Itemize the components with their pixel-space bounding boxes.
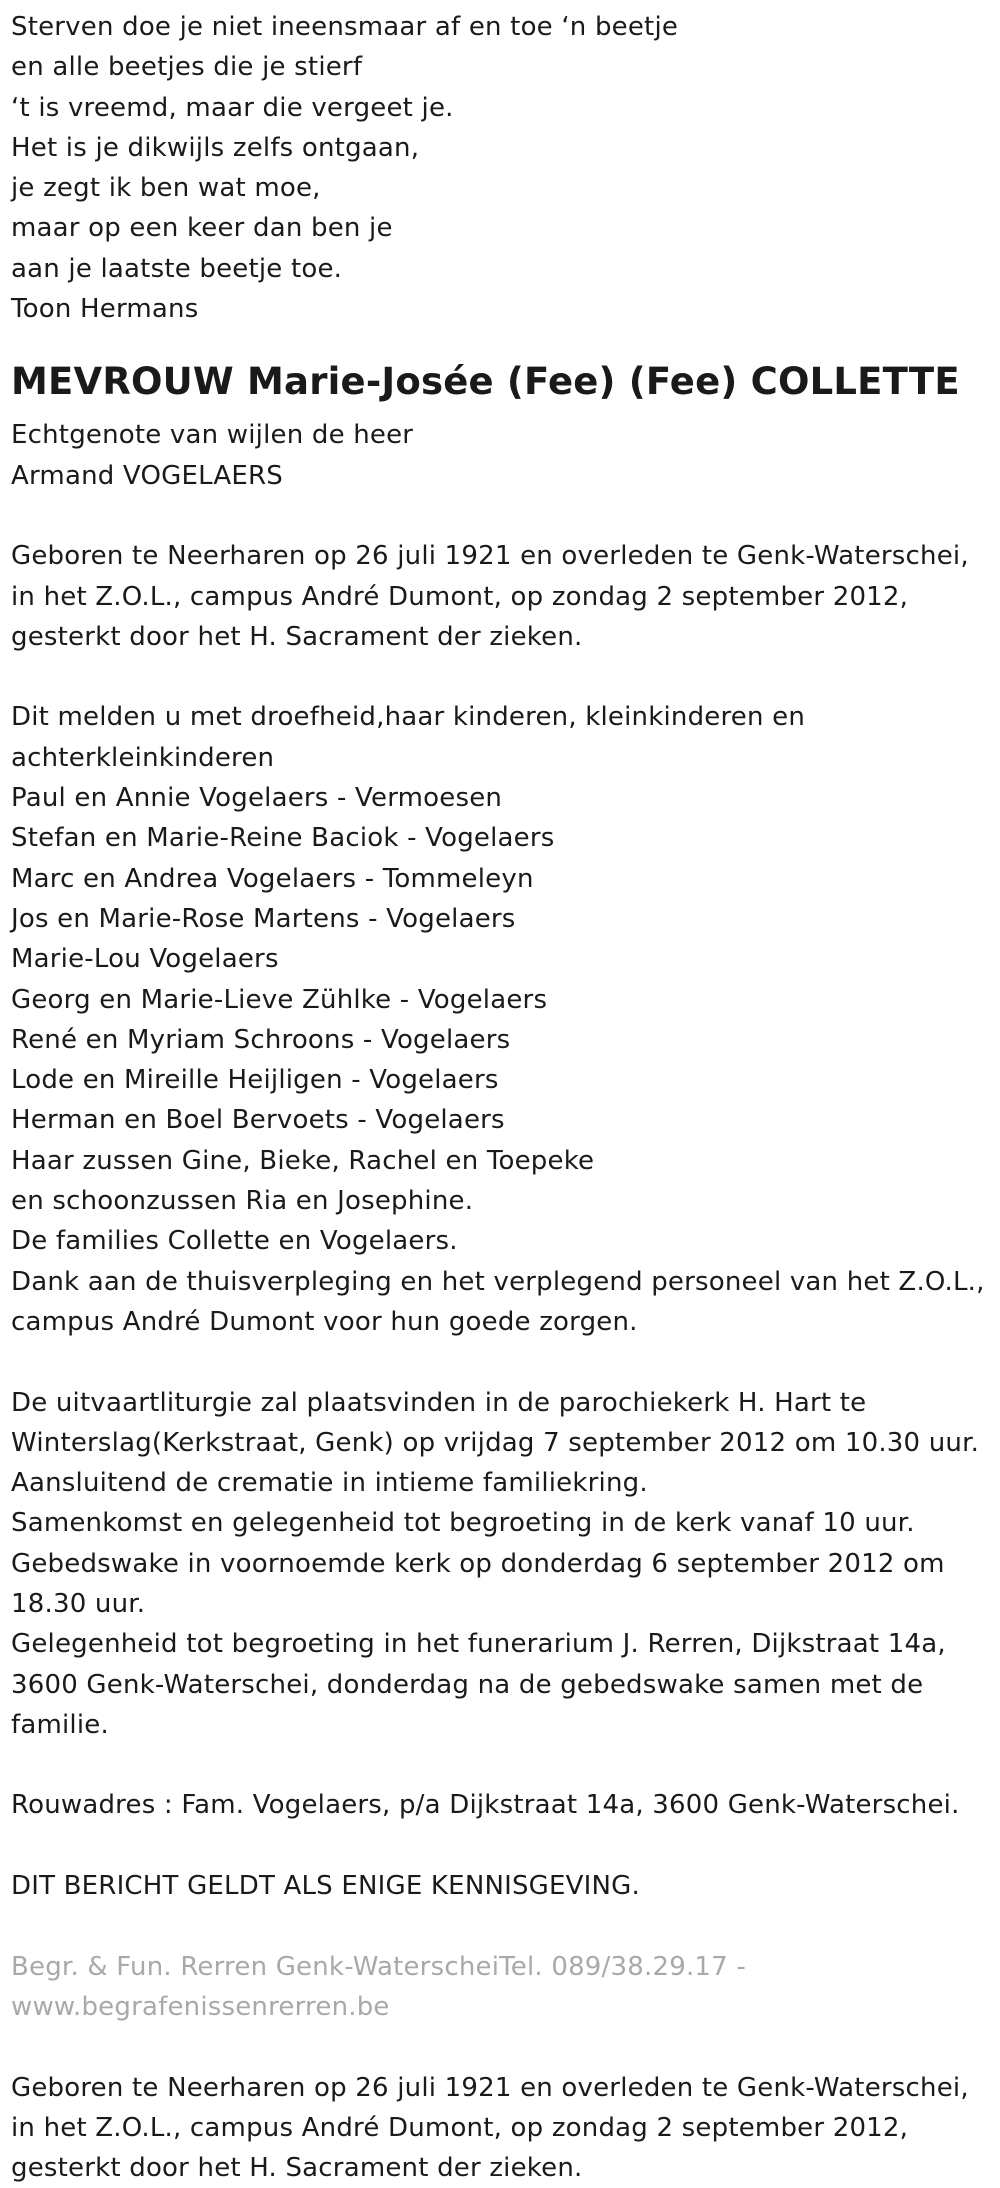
obituary-page xyxy=(11,7,996,2188)
birth-death-line: Geboren te Neerharen op 26 juli 1921 en overleden te Genk-Waterschei, xyxy=(11,541,969,572)
poem-author: Toon Hermans xyxy=(11,294,199,325)
family-line: Marie-Lou Vogelaers xyxy=(11,944,279,975)
spacer xyxy=(11,1745,996,1785)
undertaker-contact: Begr. & Fun. Rerren Genk-WaterscheiTel. 089/38.29.17 - xyxy=(11,1951,746,1982)
poem-line: Sterven doe je niet ineensmaar af en toe ‘n beetje xyxy=(11,12,679,42)
undertaker-website: www.begrafenissenrerren.be xyxy=(11,1991,390,2022)
spacer xyxy=(11,2027,996,2067)
birth-death-line: gesterkt door het H. Sacrament der zieken. xyxy=(11,621,583,652)
deceased-name-heading: MEVROUW Marie-Josée (Fee) (Fee) COLLETTE xyxy=(11,360,960,404)
family-line: Lode en Mireille Heijligen - Vogelaers xyxy=(11,1065,499,1096)
family-block xyxy=(11,697,996,1342)
family-line: achterkleinkinderen xyxy=(11,742,275,773)
family-line: Stefan en Marie-Reine Baciok - Vogelaers xyxy=(11,823,555,854)
funeral-line: Samenkomst en gelegenheid tot begroeting in de kerk vanaf 10 uur. xyxy=(11,1508,915,1539)
funeral-line: Gelegenheid tot begroeting in het funerarium J. Rerren, Dijkstraat 14a, xyxy=(11,1629,946,1660)
spacer xyxy=(11,496,996,536)
family-line: campus André Dumont voor hun goede zorgen. xyxy=(11,1306,638,1337)
birth-death-line: in het Z.O.L., campus André Dumont, op zondag 2 september 2012, xyxy=(11,581,909,612)
poem-block xyxy=(11,7,996,329)
poem-line: aan je laatste beetje toe. xyxy=(11,253,343,284)
poem-line: maar op een keer dan ben je xyxy=(11,213,393,244)
family-line: Georg en Marie-Lieve Zühlke - Vogelaers xyxy=(11,984,548,1015)
family-line: Marc en Andrea Vogelaers - Tommeleyn xyxy=(11,863,534,894)
funeral-line: 3600 Genk-Waterschei, donderdag na de gebedswake samen met de xyxy=(11,1669,924,1700)
spouse-block xyxy=(11,415,996,496)
family-line: Haar zussen Gine, Bieke, Rachel en Toepeke xyxy=(11,1145,595,1176)
funeral-line: familie. xyxy=(11,1709,109,1740)
spacer xyxy=(11,1342,996,1382)
family-line: Herman en Boel Bervoets - Vogelaers xyxy=(11,1105,505,1136)
spacer xyxy=(11,657,996,697)
undertaker-block xyxy=(11,1947,996,2028)
poem-line: ‘t is vreemd, maar die vergeet je. xyxy=(11,92,454,123)
spouse-line: Echtgenote van wijlen de heer xyxy=(11,420,414,451)
spacer xyxy=(11,1906,996,1946)
poem-line: Het is je dikwijls zelfs ontgaan, xyxy=(11,132,420,163)
family-line: Dank aan de thuisverpleging en het verplegend personeel van het Z.O.L., xyxy=(11,1266,985,1297)
birth-death-repeat-block xyxy=(11,2068,996,2188)
family-line: Dit melden u met droefheid,haar kinderen, kleinkinderen en xyxy=(11,702,806,733)
birth-death-line: gesterkt door het H. Sacrament der zieken. xyxy=(11,2153,583,2184)
birth-death-line: in het Z.O.L., campus André Dumont, op zondag 2 september 2012, xyxy=(11,2112,909,2143)
funeral-line: 18.30 uur. xyxy=(11,1588,146,1619)
mourning-address: Rouwadres : Fam. Vogelaers, p/a Dijkstraat 14a, 3600 Genk-Waterschei. xyxy=(11,1790,960,1821)
funeral-line: De uitvaartliturgie zal plaatsvinden in de parochiekerk H. Hart te xyxy=(11,1387,867,1418)
funeral-line: Gebedswake in voornoemde kerk op donderdag 6 september 2012 om xyxy=(11,1548,945,1579)
family-line: De families Collette en Vogelaers. xyxy=(11,1226,458,1257)
birth-death-line: Geboren te Neerharen op 26 juli 1921 en overleden te Genk-Waterschei, xyxy=(11,2072,969,2103)
poem-line: je zegt ik ben wat moe, xyxy=(11,173,321,204)
funeral-block xyxy=(11,1383,996,1746)
family-line: Jos en Marie-Rose Martens - Vogelaers xyxy=(11,903,516,934)
funeral-line: Aansluitend de crematie in intieme familiekring. xyxy=(11,1468,648,1499)
spacer xyxy=(11,1826,996,1866)
family-line: en schoonzussen Ria en Josephine. xyxy=(11,1186,474,1217)
birth-death-block xyxy=(11,536,996,657)
family-line: René en Myriam Schroons - Vogelaers xyxy=(11,1024,511,1055)
family-line: Paul en Annie Vogelaers - Vermoesen xyxy=(11,783,503,814)
funeral-line: Winterslag(Kerkstraat, Genk) op vrijdag 7 september 2012 om 10.30 uur. xyxy=(11,1427,980,1458)
poem-line: en alle beetjes die je stierf xyxy=(11,52,363,83)
spouse-name: Armand VOGELAERS xyxy=(11,460,283,491)
notice-statement: DIT BERICHT GELDT ALS ENIGE KENNISGEVING. xyxy=(11,1871,640,1902)
